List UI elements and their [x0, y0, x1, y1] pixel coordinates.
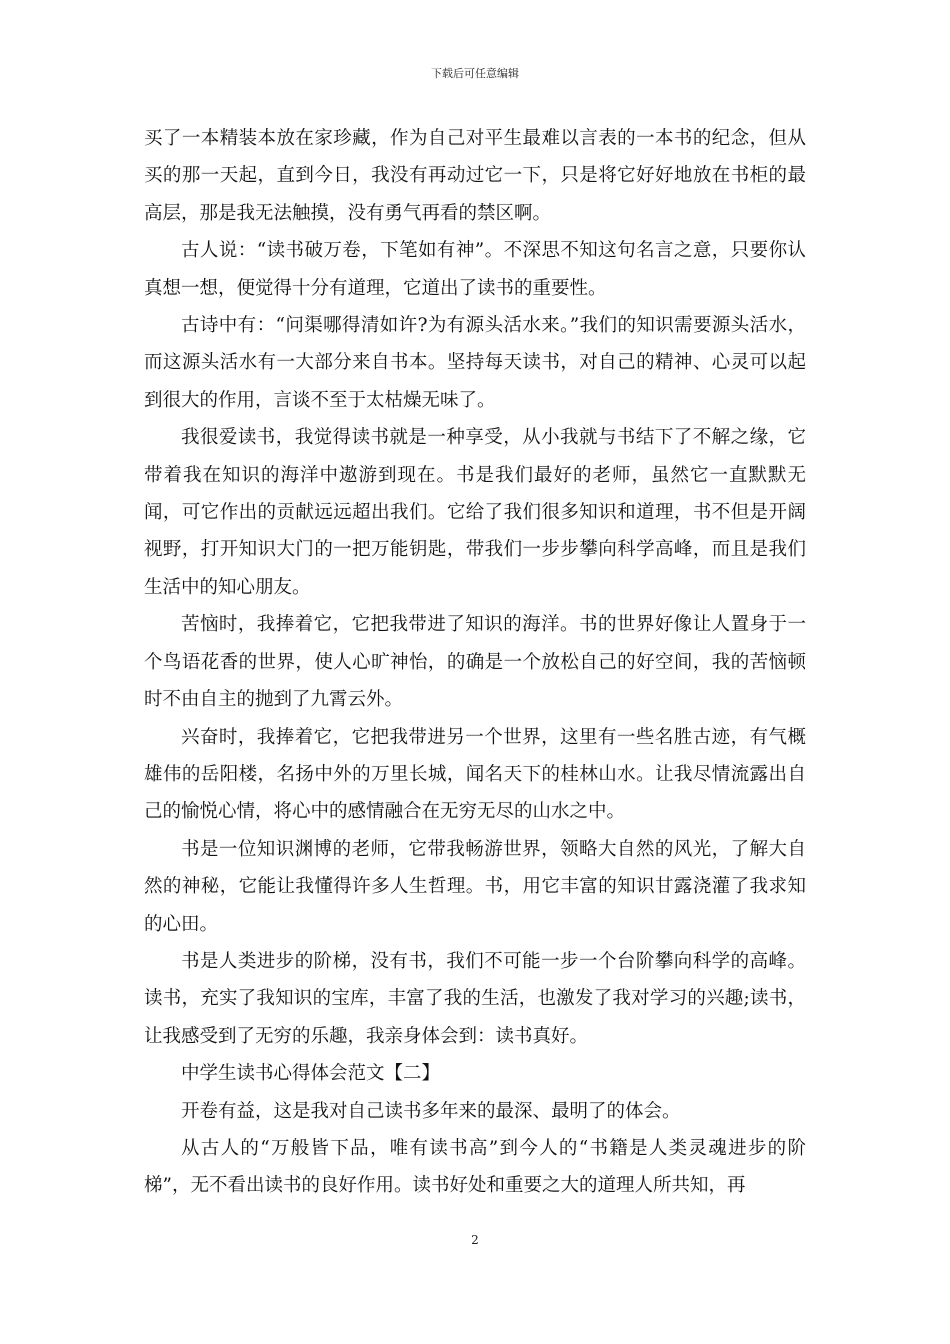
paragraph-9: 开卷有益，这是我对自己读书多年来的最深、最明了的体会。 [181, 1100, 681, 1122]
section-heading: 中学生读书心得体会范文【二】 [181, 1063, 441, 1085]
paragraph-1: 买了一本精装本放在家珍藏，作为自己对平生最难以言表的一本书的纪念，但从买的那一天起，直到今日，我没有再动过它一下，只是将它好好地放在书柜的最高层，那是我无法触摸，没有勇气再看的禁区啊。 [144, 128, 806, 224]
paragraph-7: 书是一位知识渊博的老师，它带我畅游世界，领略大自然的风光，了解大自然的神秘，它能让我懂得许多人生哲理。书，用它丰富的知识甘露浇灌了我求知的心田。 [144, 838, 806, 935]
paragraph-10: 从古人的“万般皆下品，唯有读书高”到今人的“书籍是人类灵魂进步的阶梯”，无不看出读书的良好作用。读书好处和重要之大的道理人所共知，再 [144, 1137, 806, 1197]
paragraph-4: 我很爱读书，我觉得读书就是一种享受，从小我就与书结下了不解之缘，它带着我在知识的海洋中遨游到现在。书是我们最好的老师，虽然它一直默默无闻，可它作出的贡献远远超出我们。它给了我们很多知识和道理，书不但是开阔视野，打开知识大门的一把万能钥匙，带我们一步步攀向科学高峰，而且是我们生活中的知心朋友。 [144, 427, 806, 598]
paragraph-2: 古人说：“读书破万卷，下笔如有神”。不深思不知这句名言之意，只要你认真想一想，便觉得十分有道理，它道出了读书的重要性。 [144, 240, 806, 299]
paragraph-8: 书是人类进步的阶梯，没有书，我们不可能一步一个台阶攀向科学的高峰。读书，充实了我知识的宝库，丰富了我的生活，也激发了我对学习的兴趣;读书，让我感受到了无穷的乐趣，我亲身体会到：读书真好。 [144, 950, 806, 1047]
paragraph-5: 苦恼时，我捧着它，它把我带进了知识的海洋。书的世界好像让人置身于一个鸟语花香的世界，使人心旷神怡，的确是一个放松自己的好空间，我的苦恼顿时不由自主的抛到了九霄云外。 [144, 614, 806, 711]
page-number: 2 [471, 1233, 479, 1247]
paragraph-3: 古诗中有：“问渠哪得清如许?为有源头活水来。”我们的知识需要源头活水，而这源头活水有一大部分来自书本。坚持每天读书，对自己的精神、心灵可以起到很大的作用，言谈不至于太枯燥无味了。 [144, 315, 806, 411]
paragraph-6: 兴奋时，我捧着它，它把我带进另一个世界，这里有一些名胜古迹，有气概雄伟的岳阳楼，名扬中外的万里长城，闻名天下的桂林山水。让我尽情流露出自己的愉悦心情，将心中的感情融合在无穷无尽的山水之中。 [144, 726, 806, 823]
document-body [144, 120, 806, 1205]
page-header: 下载后可任意编辑 [431, 67, 519, 80]
